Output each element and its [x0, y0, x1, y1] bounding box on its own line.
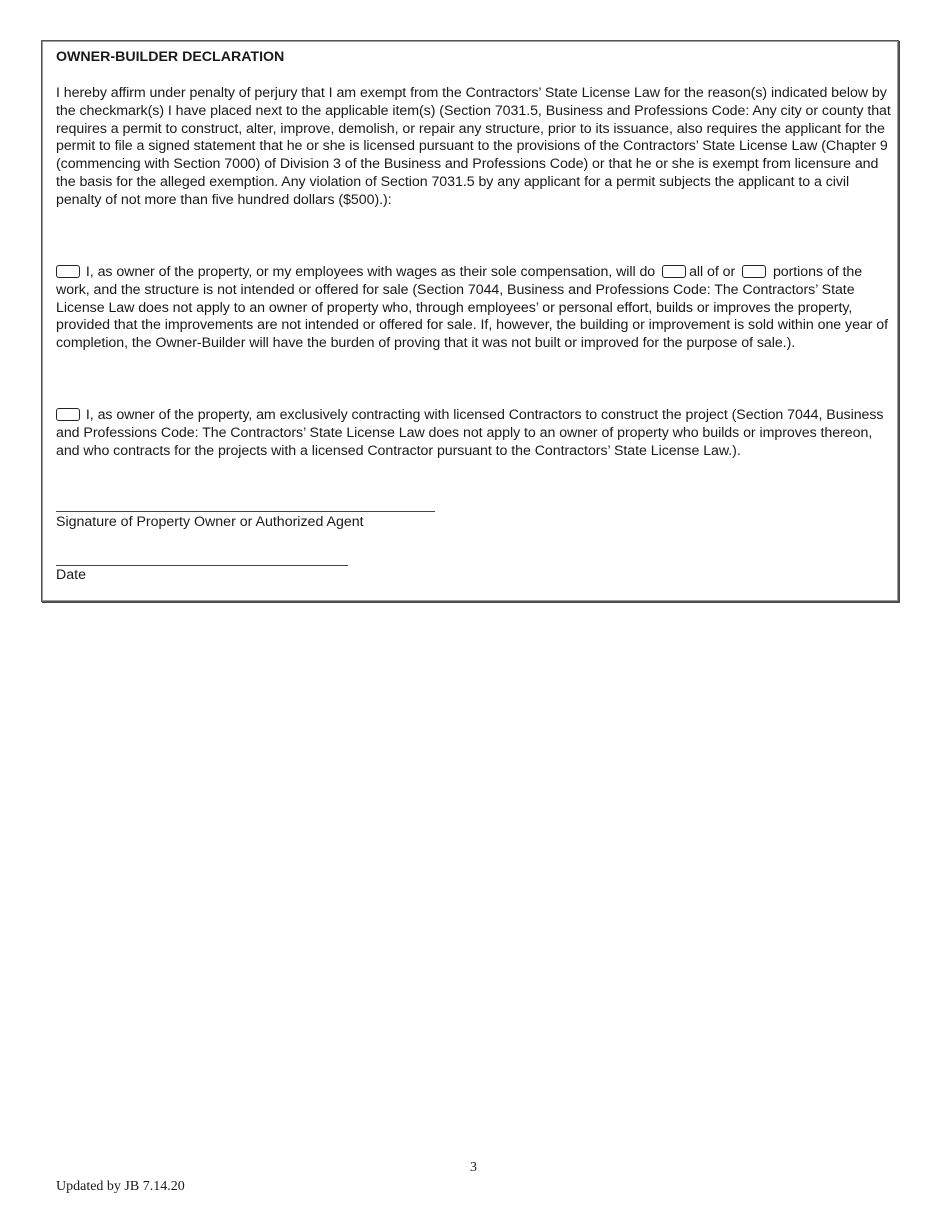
date-label: Date [56, 567, 86, 583]
owner-builder-checkbox[interactable] [56, 265, 80, 278]
affirmation-text: I hereby affirm under penalty of perjury that I am exempt from the Contractors’ State License Law for the reason(s) indicated below by the checkmark(s) I have placed next to the applicable item(s) (Section 7031.5, Business and Professions Code: Any city or county that requires a permit to construct, alter, improve, demolish, or repair any structure, prior to its issuance, also requires the applicant for the permit to file a signed statement that he or she is licensed pursuant to the provisions of the Contractors’ State License Law (Chapter 9 (commencing with Section 7000) of Division 3 of the Business and Professions Code) or that he or she is exempt from licensure and the basis for the alleged exemption. Any violation of Section 7031.5 by any applicant for a permit subjects the applicant to a civil penalty of not more than five hundred dollars ($500).): [56, 85, 891, 208]
owner-builder-lead-text: I, as owner of the property, or my employees with wages as their sole compensation, will do [82, 264, 656, 280]
owner-builder-rest-text: portions of the work, and the structure is not intended or offered for sale (Section 7044, Business and Professions Code: The Contractors’ State License Law does not apply to an owner of property who, through employees’ or personal effort, builds or improves the property, provided that the improvements are not intended or offered for sale. If, however, the building or improvement is sold within one year of completion, the Owner-Builder will have the burden of proving that it was not built or improved for the purpose of sale.). [56, 264, 889, 352]
portions-of-work-checkbox[interactable] [742, 265, 766, 278]
licensed-contractor-option [56, 407, 892, 460]
all-of-work-checkbox[interactable] [662, 265, 686, 278]
date-line[interactable] [56, 565, 348, 566]
page-number: 3 [470, 1160, 477, 1175]
signature-label: Signature of Property Owner or Authorized Agent [56, 514, 364, 530]
licensed-contractor-text: I, as owner of the property, am exclusively contracting with licensed Contractors to construct the project (Section 7044, Business and Professions Code: The Contractors’ State License Law does not apply to an owner of property who builds or improves thereon, and who contracts for the projects with a licensed Contractor pursuant to the Contractors’ State License Law.). [56, 407, 884, 459]
signature-line[interactable] [56, 511, 435, 512]
form-title: OWNER-BUILDER DECLARATION [56, 49, 285, 65]
owner-builder-option [56, 264, 892, 353]
footer-note: Updated by JB 7.14.20 [56, 1179, 185, 1194]
licensed-contractor-checkbox[interactable] [56, 408, 80, 421]
all-of-or-text: all of or [689, 264, 736, 280]
